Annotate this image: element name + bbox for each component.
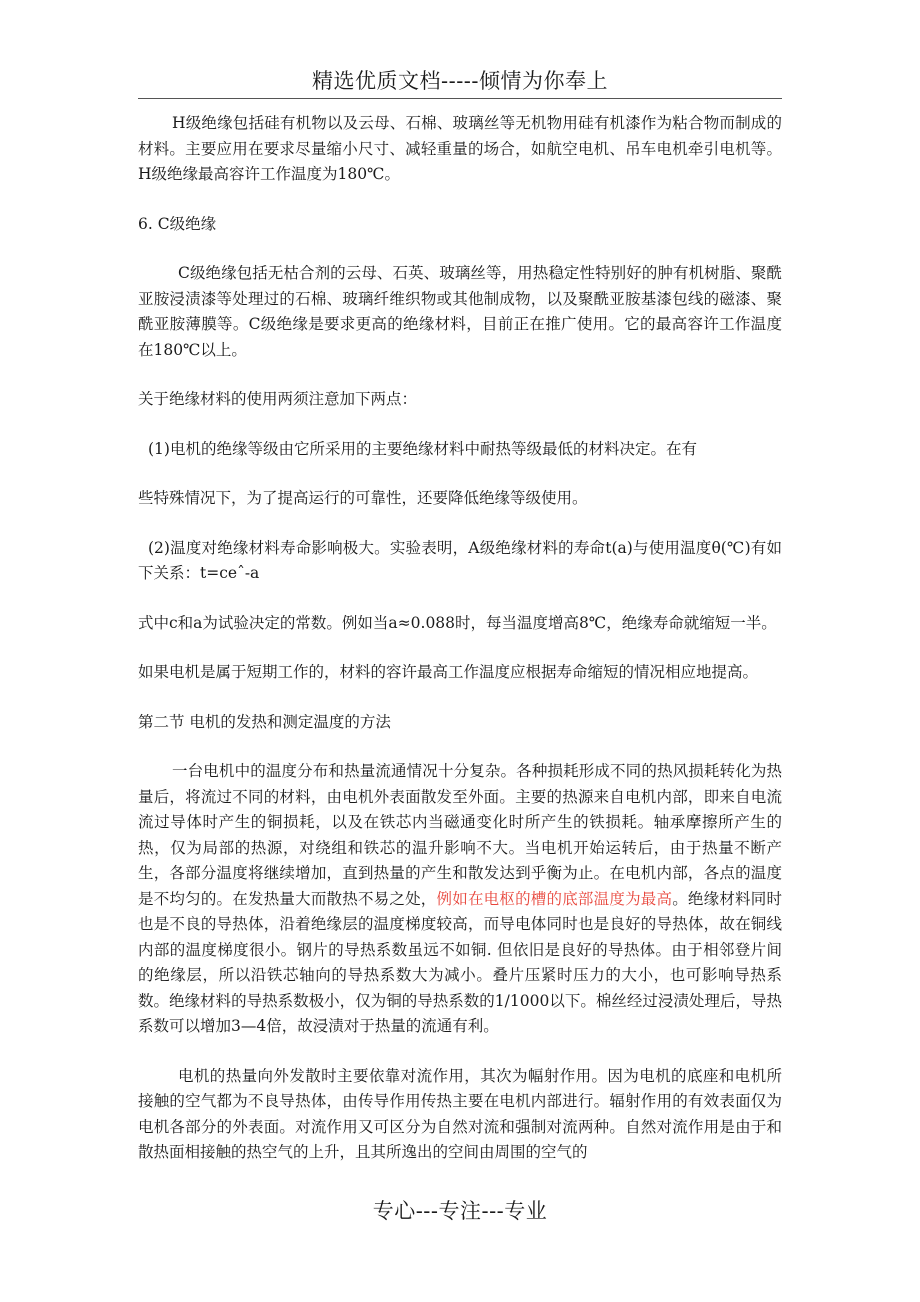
header-divider (138, 98, 782, 99)
heat-text-part-2: 。绝缘材料同时也是不良的导热体，沿着绝缘层的温度梯度较高，而导电体同时也是良好的导热体，故在铜线内部的温度梯度很小。钢片的导热系数虽远不如铜. 但依旧是良好的导热体。由于相邻登片间的绝缘层，所以沿铁芯轴向的导热系数大为减小。叠片压紧时压力的大小，也可影响导热系数。绝缘材料的导热系数极小，仅为铜的导热系数的1/1000以下。棉丝经过浸渍处理后，导热系数可以增加3—4倍，故浸渍对于热量的流通有利。 (138, 889, 782, 1035)
page-header: 精选优质文档-----倾情为你奉上 (312, 69, 608, 93)
paragraph-constants: 式中c和a为试验决定的常数。例如当a≈0.088时，每当温度增高8℃，绝缘寿命就缩短一半。 (138, 613, 777, 632)
heading-section-2: 第二节 电机的发热和测定温度的方法 (138, 712, 391, 731)
paragraph-h-class-insulation: H级绝缘包括硅有机物以及云母、石棉、玻璃丝等无机物用硅有机漆作为粘合物而制成的材料。主要应用在要求尽量缩小尺寸、减轻重量的场合，如航空电机、吊车电机牵引电机等。H级绝缘最高容许工作温度为180℃。 (138, 114, 782, 183)
paragraph-usage-notes-intro: 关于绝缘材料的使用两须注意加下两点： (138, 390, 418, 408)
heading-c-class-insulation: 6. C级绝缘 (138, 214, 217, 233)
heat-text-part-1: 一台电机中的温度分布和热量流通情况十分复杂。各种损耗形成不同的热风损耗转化为热量后，将流过不同的材料，由电机外表面散发至外面。主要的热源来自电机内部，即来自电流流过导体时产生的铜损耗，以及在铁芯内当磁通变化时所产生的铁损耗。轴承摩擦所产生的热，仅为局部的热源，对绕组和铁芯的温升影响不大。当电机开始运转后，由于热量不断产生，各部分温度将继续增加，直到热量的产生和散发达到乎衡为止。在电机内部，各点的温度是不均匀的。在发热量大而散热不易之处， (138, 762, 782, 908)
document-body (138, 111, 782, 1166)
paragraph-note-1-line-a: (1)电机的绝缘等级由它所采用的主要绝缘材料中耐热等级最低的材料决定。在有 (148, 439, 697, 458)
paragraph-convection: 电机的热量向外发散时主要依靠对流作用，其次为幅射作用。因为电机的底座和电机所接触的空气都为不良导热体，由传导作用传热主要在电机内部进行。辐射作用的有效表面仅为电机各部分的外表面。对流作用又可区分为自然对流和强制对流两种。自然对流作用是由于和散热面相接触的热空气的上升，且其所逸出的空间由周围的空气的 (138, 1066, 782, 1161)
paragraph-note-2: (2)温度对绝缘材料寿命影响极大。实验表明，A级绝缘材料的寿命t(a)与使用温度θ(℃)有如下关系：t=ceˆ-a (138, 538, 782, 582)
paragraph-note-1-line-b: 些特殊情况下，为了提高运行的可靠性，还要降低绝缘等级使用。 (138, 489, 588, 507)
paragraph-heat-distribution (138, 759, 782, 1040)
paragraph-short-term-operation: 如果电机是属于短期工作的，材料的容许最高工作温度应根据寿命缩短的情况相应地提高。 (138, 663, 759, 681)
highlighted-text: 例如在电枢的槽的底部温度为最高 (436, 889, 673, 908)
paragraph-c-class-insulation: C级绝缘包括无枯合剂的云母、石英、玻璃丝等，用热稳定性特别好的肿有机树脂、聚酰亚胺浸渍漆等处理过的石棉、玻璃纤维织物或其他制成物，以及聚酰亚胺基漆包线的磁漆、聚酰亚胺薄膜等。C级绝缘是要求更高的绝缘材料，目前正在推广使用。它的最高容许工作温度在180℃以上。 (138, 264, 782, 359)
page-footer: 专心---专注---专业 (372, 1199, 548, 1223)
